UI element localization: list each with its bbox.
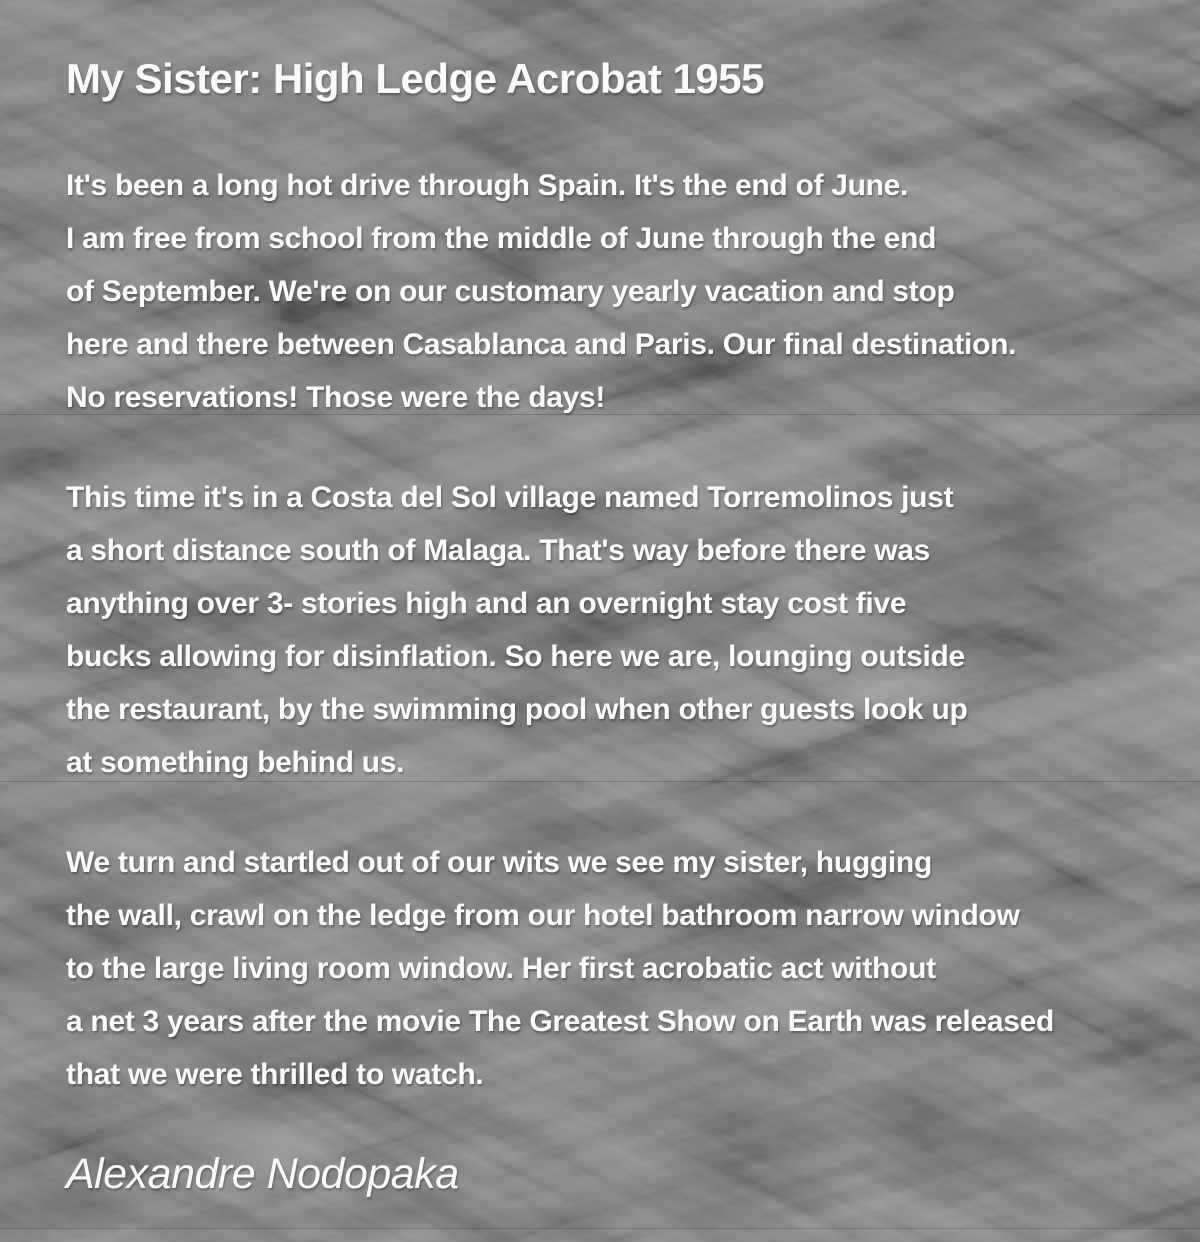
poem-line: a short distance south of Malaga. That's way before there was	[66, 534, 931, 567]
poem-line: This time it's in a Costa del Sol village named Torremolinos just	[66, 481, 954, 514]
poem-line: of September. We're on our customary yearly vacation and stop	[66, 275, 955, 308]
poem-line: a net 3 years after the movie The Greatest Show on Earth was released	[66, 1005, 1055, 1038]
poem-line: the wall, crawl on the ledge from our hotel bathroom narrow window	[66, 899, 1020, 932]
poem-line: No reservations! Those were the days!	[66, 381, 606, 414]
poem-line: here and there between Casablanca and Paris. Our final destination.	[66, 328, 1017, 361]
poem-line: bucks allowing for disinflation. So here we are, lounging outside	[66, 640, 965, 673]
poem-stanza-1	[66, 159, 1170, 424]
poem-line: the restaurant, by the swimming pool when other guests look up	[66, 693, 968, 726]
poem-stanza-2	[66, 471, 1170, 789]
poem-line: We turn and startled out of our wits we see my sister, hugging	[66, 846, 932, 879]
poem-title: My Sister: High Ledge Acrobat 1955	[66, 55, 764, 102]
poem-author: Alexandre Nodopaka	[66, 1150, 459, 1198]
poem-line: I am free from school from the middle of June through the end	[66, 222, 937, 255]
poem-line: anything over 3- stories high and an overnight stay cost five	[66, 587, 907, 620]
poem-line: at something behind us.	[66, 746, 405, 779]
poem-stanza-3	[66, 836, 1170, 1101]
poem-line: It's been a long hot drive through Spain. It's the end of June.	[66, 169, 909, 202]
poem-line: to the large living room window. Her first acrobatic act without	[66, 952, 936, 985]
poem-line: that we were thrilled to watch.	[66, 1058, 484, 1091]
